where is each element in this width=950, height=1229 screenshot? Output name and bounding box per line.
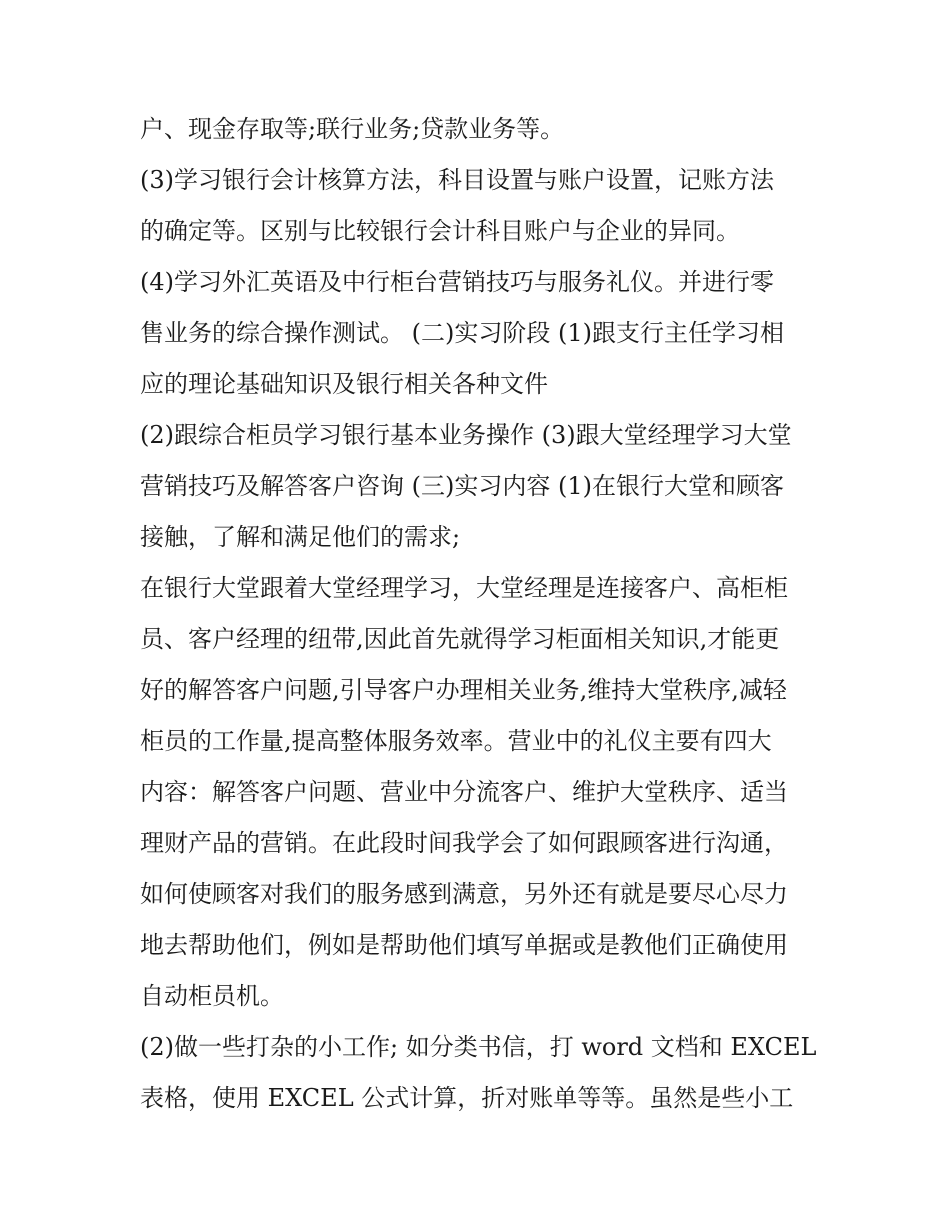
text-line: 户、现金存取等;联行业务;贷款业务等。 [140, 115, 565, 143]
text-line: 如何使顾客对我们的服务感到满意，另外还有就是要尽心尽力 [140, 880, 788, 908]
text-line: 自动柜员机。 [140, 982, 284, 1010]
text-line: 表格，使用 EXCEL 公式计算，折对账单等等。虽然是些小工 [140, 1084, 794, 1112]
text-line: 理财产品的营销。在此段时间我学会了如何跟顾客进行沟通， [140, 829, 788, 857]
document-body [140, 104, 820, 1124]
text-line: 在银行大堂跟着大堂经理学习，大堂经理是连接客户、高柜柜 [140, 574, 788, 602]
text-line: (2)跟综合柜员学习银行基本业务操作 (3)跟大堂经理学习大堂 [140, 421, 792, 449]
text-line: (3)学习银行会计核算方法，科目设置与账户设置，记账方法 [140, 166, 774, 194]
text-line: 接触，了解和满足他们的需求; [140, 523, 461, 551]
text-line: 营销技巧及解答客户咨询 (三)实习内容 (1)在银行大堂和顾客 [140, 472, 784, 500]
text-line: 售业务的综合操作测试。 (二)实习阶段 (1)跟支行主任学习相 [140, 319, 784, 347]
text-line: 柜员的工作量,提高整体服务效率。营业中的礼仪主要有四大 [140, 727, 772, 755]
text-line: (4)学习外汇英语及中行柜台营销技巧与服务礼仪。并进行零 [140, 268, 774, 296]
text-line: 地去帮助他们，例如是帮助他们填写单据或是教他们正确使用 [140, 931, 788, 959]
text-line: 内容：解答客户问题、营业中分流客户、维护大堂秩序、适当 [140, 778, 788, 806]
text-line: (2)做一些打杂的小工作; 如分类书信，打 word 文档和 EXCEL [140, 1033, 817, 1061]
text-line: 好的解答客户问题,引导客户办理相关业务,维持大堂秩序,减轻 [140, 676, 787, 704]
text-line: 的确定等。区别与比较银行会计科目账户与企业的异同。 [140, 217, 740, 245]
text-line: 员、客户经理的纽带,因此首先就得学习柜面相关知识,才能更 [140, 625, 780, 653]
text-line: 应的理论基础知识及银行相关各种文件 [140, 370, 548, 398]
